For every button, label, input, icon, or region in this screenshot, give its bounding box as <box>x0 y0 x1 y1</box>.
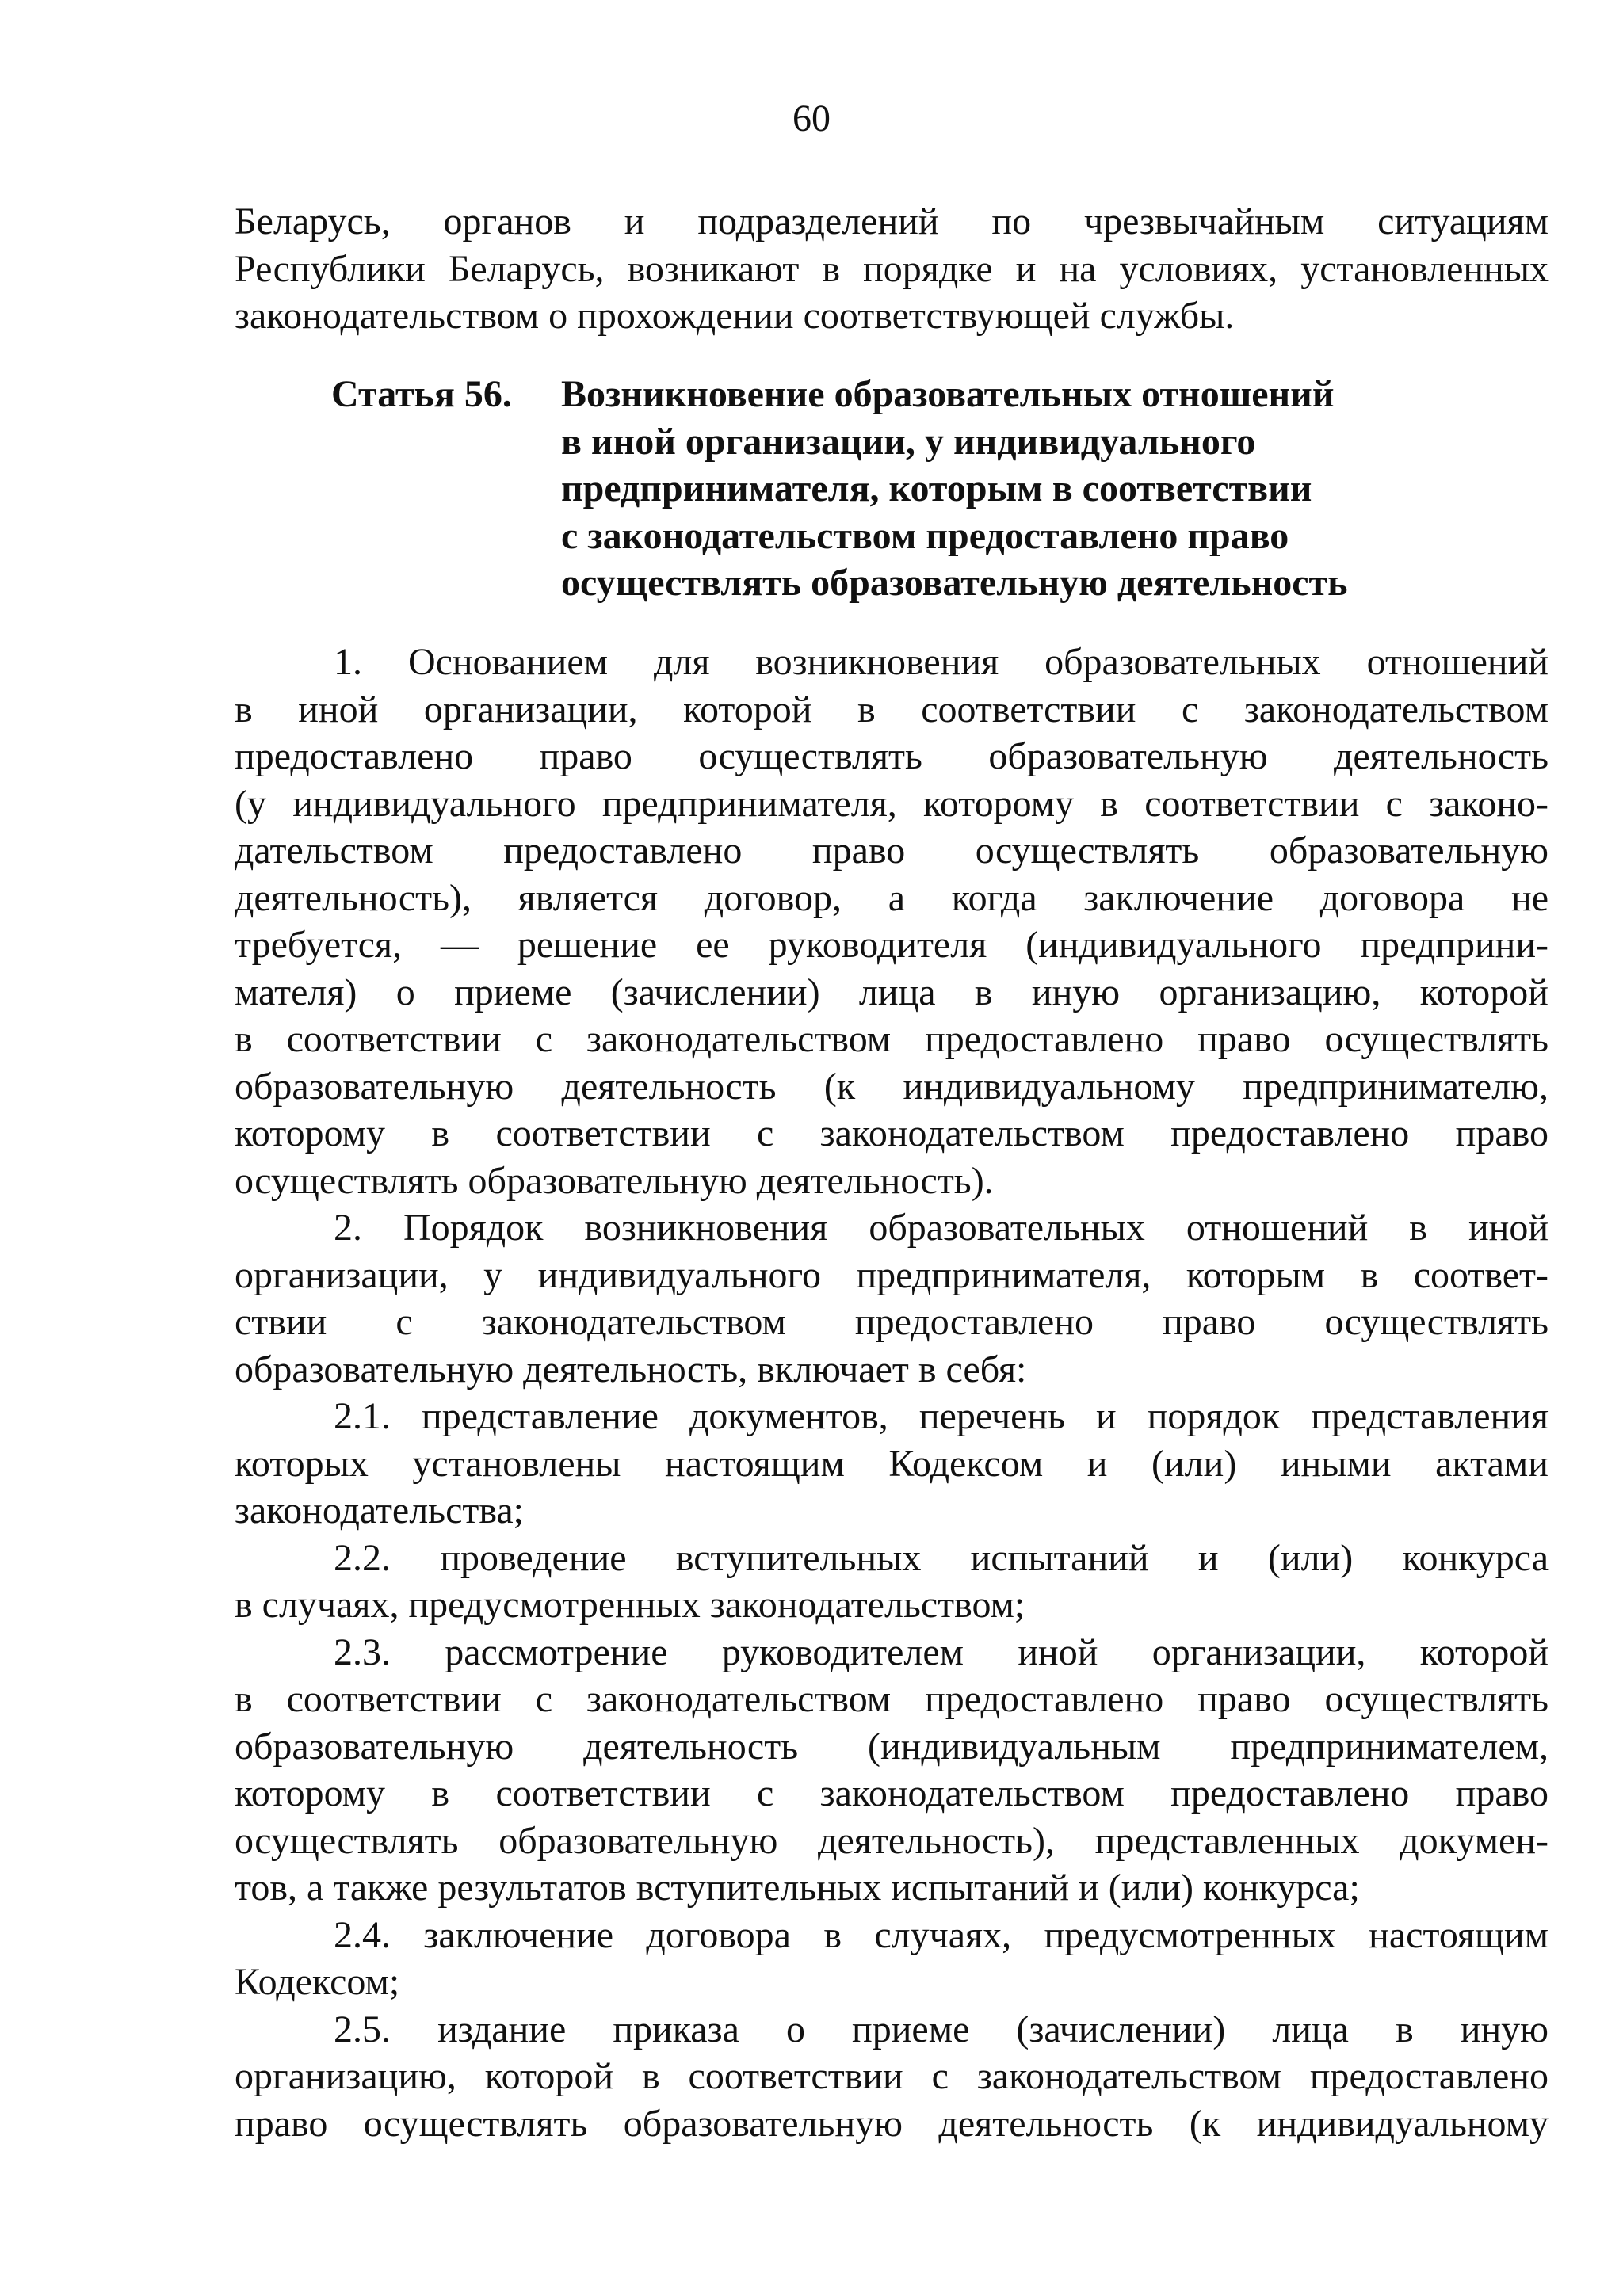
text-line: осуществлять образовательную деятельность), представленных докумен- <box>235 1819 1549 1862</box>
text-line: образовательную деятельность (к индивидуальному предпринимателю, <box>235 1065 1549 1108</box>
text-line: тов, а также результатов вступительных испытаний и (или) конкурса; <box>235 1867 1360 1909</box>
text-line: в случаях, предусмотренных законодательством; <box>235 1584 1025 1626</box>
intro-paragraph <box>235 198 1549 340</box>
text-line: которому в соответствии с законодательством предоставлено право <box>235 1772 1549 1814</box>
paragraph-start-line: 2.2. проведение вступительных испытаний и (или) конкурса <box>334 1536 1549 1579</box>
text-line: организации, у индивидуального предпринимателя, которым в соответ- <box>235 1253 1549 1296</box>
text-line: которому в соответствии с законодательством предоставлено право <box>235 1112 1549 1154</box>
article-title-line: с законодательством предоставлено право <box>561 514 1289 557</box>
text-line: требуется, — решение ее руководителя (индивидуального предприни- <box>235 924 1549 966</box>
text-line: организацию, которой в соответствии с законодательством предоставлено <box>235 2055 1549 2097</box>
text-line: образовательную деятельность, включает в себя: <box>235 1348 1027 1390</box>
text-line: право осуществлять образовательную деятельность (к индивидуальному <box>235 2102 1549 2145</box>
text-line: Кодексом; <box>235 1961 400 2003</box>
text-line: в иной организации, которой в соответствии с законодательством <box>235 688 1549 730</box>
paragraph-start-line: 2.5. издание приказа о приеме (зачислении) лица в иную <box>334 2008 1549 2050</box>
paragraph-start-line: 2.3. рассмотрение руководителем иной организации, которой <box>334 1630 1549 1673</box>
text-line: законодательства; <box>235 1489 525 1531</box>
article-title-line: предпринимателя, которым в соответствии <box>561 467 1312 509</box>
text-line: ствии с законодательством предоставлено право осуществлять <box>235 1301 1549 1343</box>
article-title-line: Возникновение образовательных отношений <box>561 373 1335 415</box>
text-line: дательством предоставлено право осуществлять образовательную <box>235 830 1549 871</box>
text-line: которых установлены настоящим Кодексом и (или) иными актами <box>235 1442 1549 1485</box>
paragraph-start-line: 2. Порядок возникновения образовательных отношений в иной <box>334 1207 1549 1249</box>
article-title <box>561 371 1568 607</box>
text-line: в соответствии с законодательством предоставлено право осуществлять <box>235 1018 1549 1060</box>
text-line: осуществлять образовательную деятельность). <box>235 1159 994 1202</box>
paragraph-start-line: 2.4. заключение договора в случаях, предусмотренных настоящим <box>334 1913 1549 1956</box>
article-body <box>235 639 1549 2147</box>
text-line: деятельность), является договор, а когда заключение договора не <box>235 876 1549 919</box>
paragraph-start-line: 1. Основанием для возникновения образовательных отношений <box>334 641 1549 683</box>
text-line: Республики Беларусь, возникают в порядке и на условиях, установленных <box>235 247 1549 290</box>
page-number: 60 <box>792 97 831 139</box>
article-label: Статья 56. <box>331 373 512 415</box>
article-title-line: в иной организации, у индивидуального <box>561 420 1256 463</box>
text-line: (у индивидуального предпринимателя, которому в соответствии с законо- <box>235 782 1549 825</box>
article-title-line: осуществлять образовательную деятельность <box>561 562 1348 604</box>
text-line: образовательную деятельность (индивидуальным предпринимателем, <box>235 1725 1549 1768</box>
text-line: мателя) о приеме (зачислении) лица в иную организацию, которой <box>235 971 1549 1013</box>
text-line: в соответствии с законодательством предоставлено право осуществлять <box>235 1678 1549 1720</box>
text-line: предоставлено право осуществлять образовательную деятельность <box>235 735 1549 777</box>
text-line: Беларусь, органов и подразделений по чрезвычайным ситуациям <box>235 200 1549 242</box>
text-line: законодательством о прохождении соответствующей службы. <box>235 295 1235 337</box>
paragraph-start-line: 2.1. представление документов, перечень и порядок представления <box>334 1395 1549 1437</box>
